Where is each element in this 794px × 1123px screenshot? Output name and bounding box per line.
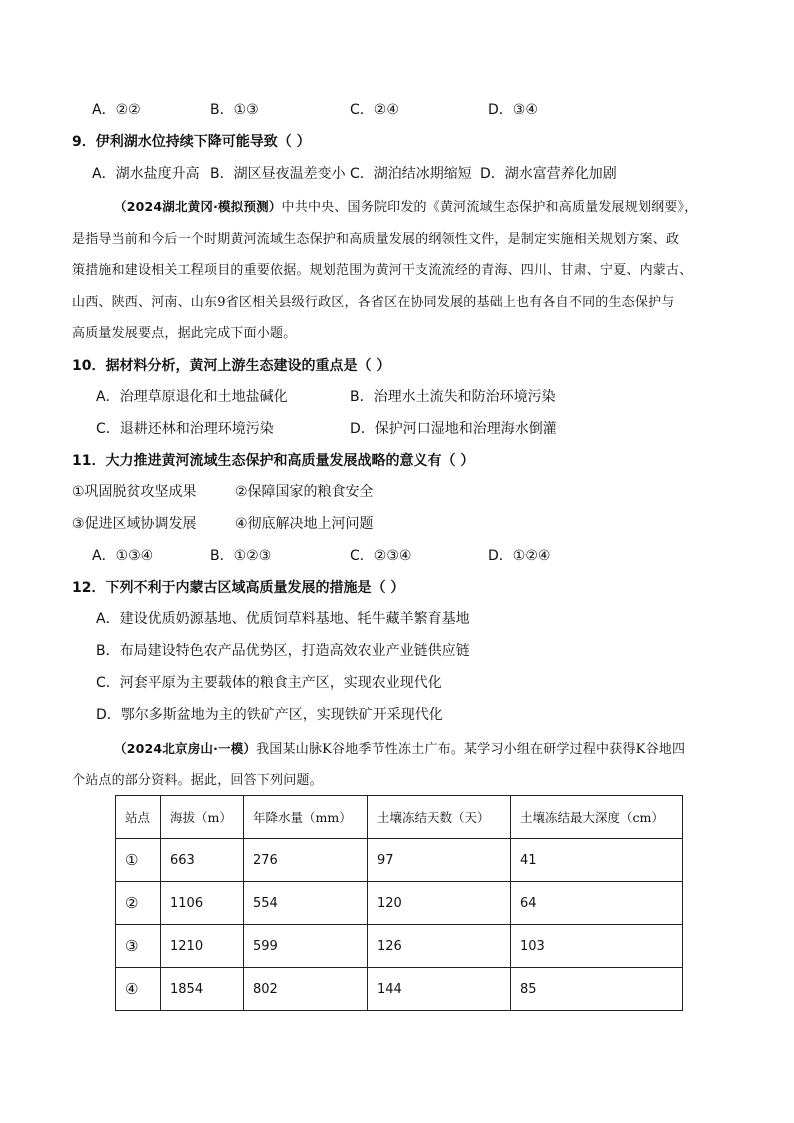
passage-1-line: 高质量发展要点，据此完成下面小题。 — [72, 326, 297, 341]
q12-option-c[interactable]: C．河套平原为主要载体的粮食主产区，实现农业现代化 — [96, 675, 442, 691]
table-header: 年降水量（mm） — [244, 796, 368, 839]
q11-option-c[interactable]: C．②③④ — [350, 548, 412, 564]
passage-2-line: 我国某山脉K谷地季节性冻土广布。某学习小组在研学过程中获得K谷地四 — [256, 742, 686, 757]
table-row — [116, 839, 683, 882]
q8-option-c[interactable]: C．②④ — [350, 102, 399, 118]
table-cell: 1854 — [161, 968, 244, 1011]
station-data-table — [115, 795, 683, 1011]
table-header: 海拔（m） — [161, 796, 244, 839]
passage-1-line: 是指导当前和今后一个时期黄河流域生态保护和高质量发展的纲领性文件，是制定实施相关规划方案、政 — [72, 231, 680, 247]
table-cell: ② — [116, 882, 161, 925]
table-cell: ① — [116, 839, 161, 882]
passage-2 — [72, 733, 732, 796]
passage-2-line: 个站点的部分资料。据此，回答下列问题。 — [72, 773, 323, 788]
q9-option-c[interactable]: C．湖泊结冰期缩短 — [350, 166, 472, 182]
table-cell: ④ — [116, 968, 161, 1011]
q9-option-a[interactable]: A．湖水盐度升高 — [92, 166, 200, 182]
q8-option-d[interactable]: D．③④ — [488, 102, 538, 118]
table-row — [116, 882, 683, 925]
q8-option-a[interactable]: A．②② — [92, 102, 141, 118]
table-cell: 64 — [511, 882, 683, 925]
passage-1-source: （2024湖北黄冈·模拟预测） — [114, 199, 282, 214]
table-cell: 663 — [161, 839, 244, 882]
table-cell: ③ — [116, 925, 161, 968]
table-cell: 1106 — [161, 882, 244, 925]
q12-option-a[interactable]: A．建设优质奶源基地、优质饲草料基地、牦牛藏羊繁育基地 — [96, 611, 470, 627]
q9-stem: 9．伊利湖水位持续下降可能导致（ ） — [72, 134, 311, 150]
passage-1-line: 山西、陕西、河南、山东9省区相关县级行政区，各省区在协同发展的基础上也有各自不同的生态保护与 — [72, 294, 675, 310]
q10-option-c[interactable]: C．退耕还林和治理环境污染 — [96, 421, 274, 437]
table-cell: 97 — [368, 839, 511, 882]
q11-option-b[interactable]: B．①②③ — [210, 548, 272, 564]
table-row — [116, 925, 683, 968]
q8-option-b[interactable]: B．①③ — [210, 102, 259, 118]
q11-item-4: ④彻底解决地上河问题 — [235, 516, 374, 532]
table-cell: 85 — [511, 968, 683, 1011]
q10-option-a[interactable]: A．治理草原退化和土地盐碱化 — [96, 389, 288, 405]
passage-1-line: 中共中央、国务院印发的《黄河流域生态保护和高质量发展规划纲要》， — [281, 200, 698, 215]
table-cell: 120 — [368, 882, 511, 925]
table-cell: 41 — [511, 839, 683, 882]
table-cell: 276 — [244, 839, 368, 882]
q12-stem: 12．下列不利于内蒙古区域高质量发展的措施是（ ） — [72, 580, 405, 596]
q10-option-d[interactable]: D．保护河口湿地和治理海水倒灌 — [350, 421, 557, 437]
q11-stem: 11．大力推进黄河流域生态保护和高质量发展战略的意义有（ ） — [72, 453, 475, 469]
table-cell: 103 — [511, 925, 683, 968]
table-cell: 126 — [368, 925, 511, 968]
q11-item-1: ①巩固脱贫攻坚成果 — [72, 484, 197, 500]
q10-option-b[interactable]: B．治理水土流失和防治环境污染 — [350, 389, 556, 405]
q12-option-d[interactable]: D．鄂尔多斯盆地为主的铁矿产区，实现铁矿开采现代化 — [96, 707, 443, 723]
passage-1 — [72, 191, 732, 350]
table-cell: 144 — [368, 968, 511, 1011]
q9-option-b[interactable]: B．湖区昼夜温差变小 — [210, 166, 346, 182]
table-cell: 1210 — [161, 925, 244, 968]
q9-option-d[interactable]: D．湖水富营养化加剧 — [480, 166, 617, 182]
passage-1-line: 策措施和建设相关工程项目的重要依据。规划范围为黄河干支流流经的青海、四川、甘肃、宁夏、内蒙古、 — [72, 263, 693, 278]
q12-option-b[interactable]: B．布局建设特色农产品优势区，打造高效农业产业链供应链 — [96, 643, 470, 659]
q10-stem: 10．据材料分析，黄河上游生态建设的重点是（ ） — [72, 358, 391, 374]
q11-item-3: ③促进区域协调发展 — [72, 516, 197, 532]
table-header: 站点 — [116, 796, 161, 839]
table-header: 土壤冻结天数（天） — [368, 796, 511, 839]
table-row — [116, 968, 683, 1011]
q11-option-a[interactable]: A．①③④ — [92, 548, 154, 564]
table-cell: 599 — [244, 925, 368, 968]
table-header: 土壤冻结最大深度（cm） — [511, 796, 683, 839]
q11-option-d[interactable]: D．①②④ — [488, 548, 551, 564]
table-cell: 802 — [244, 968, 368, 1011]
q11-item-2: ②保障国家的粮食安全 — [235, 484, 374, 500]
table-header-row — [116, 796, 683, 839]
passage-2-source: （2024北京房山·一模） — [114, 741, 257, 756]
table-cell: 554 — [244, 882, 368, 925]
